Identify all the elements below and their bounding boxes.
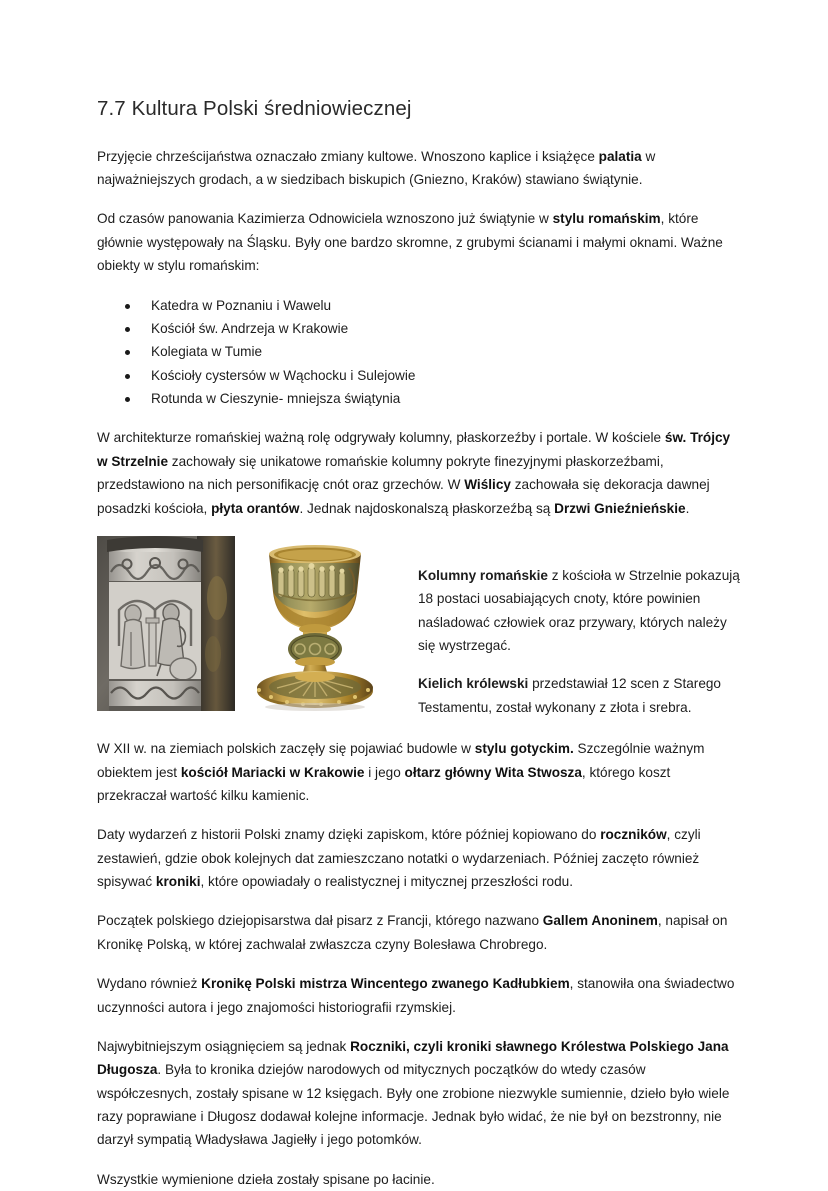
caption-chalice-lead: Kielich królewski bbox=[418, 676, 529, 692]
paragraph-gall bbox=[97, 909, 740, 956]
emphasis-romanesque-style: stylu romańskim bbox=[552, 211, 661, 227]
text-run: i jego bbox=[364, 764, 405, 780]
text-run: , napisał on Kronikę Polską, w której zachwalał zwłaszcza czyny Bolesława Chrobrego. bbox=[97, 913, 728, 952]
text-run: . Była to kronika dziejów narodowych od mitycznych początków do wtedy czasów współczesnych, zostały spisane w 12 księgach. Były one zrobione niezwykle sumiennie, dzieło było wiele razy poprawiane i Długosz dodawał kolejne informacje. Jednak było widać, że nie był on bezstronny, nie darzył sympatią Władysława Jagiełły i jego potomków. bbox=[97, 1062, 730, 1148]
emphasis-dlugosz: Roczniki, czyli kroniki sławnego Królestwa Polskiego Jana Długosza bbox=[97, 1038, 729, 1078]
caption-columns bbox=[418, 564, 740, 658]
text-run: Przyjęcie chrześcijaństwa oznaczało zmiany kultowe. Wnoszono kaplice i książęce bbox=[97, 148, 599, 164]
text-run: , którego koszt przekraczał wartość kilku kamienic. bbox=[97, 764, 671, 803]
text-run: W XII w. na ziemiach polskich zaczęły się pojawiać budowle w bbox=[97, 741, 475, 757]
figure-row bbox=[97, 536, 740, 719]
emphasis-palatia: palatia bbox=[598, 148, 642, 164]
text-run: z kościoła w Strzelnie pokazują 18 postaci uosabiających cnoty, które powinien naśladować człowiek oraz przywary, których należy się wystrzegać. bbox=[418, 567, 740, 654]
paragraph-romanesque bbox=[97, 207, 740, 277]
text-run: , które opowiadały o realistycznej i mitycznej przeszłości rodu. bbox=[200, 874, 573, 890]
emphasis-gothic-style: stylu gotyckim. bbox=[474, 741, 574, 757]
figure-captions bbox=[418, 536, 740, 719]
emphasis-roczniki: roczników bbox=[600, 827, 667, 843]
romanesque-column-relief-photo bbox=[97, 536, 235, 711]
paragraph-annals bbox=[97, 823, 740, 893]
emphasis-plyta-orantow: płyta orantów bbox=[211, 500, 300, 516]
emphasis-kroniki: kroniki bbox=[155, 874, 201, 890]
royal-chalice-photo bbox=[241, 536, 389, 716]
paragraph-kadlubek bbox=[97, 972, 740, 1019]
emphasis-mariacki: kościół Mariacki w Krakowie bbox=[180, 764, 365, 780]
paragraph-intro bbox=[97, 145, 740, 192]
emphasis-strzelno: św. Trójcy w Strzelnie bbox=[97, 430, 731, 469]
text-run: Wydano również bbox=[97, 976, 202, 992]
text-run: Od czasów panowania Kazimierza Odnowiciela wznoszono już świątynie w bbox=[97, 211, 553, 227]
text-run: . Jednak najdoskonalszą płaskorzeźbą są bbox=[299, 500, 555, 516]
text-run: Początek polskiego dziejopisarstwa dał pisarz z Francji, którego nazwano bbox=[97, 913, 543, 929]
emphasis-wislica: Wiślicy bbox=[464, 477, 511, 493]
text-run: Szczególnie ważnym obiektem jest bbox=[97, 741, 705, 780]
text-run: zachowała się dekoracja dawnej posadzki kościoła, bbox=[97, 477, 710, 516]
emphasis-gall-anonim: Gallem Anoninem bbox=[542, 913, 658, 929]
list-item: Kościół św. Andrzeja w Krakowie bbox=[97, 317, 740, 340]
text-run: w najważniejszych grodach, a w siedzibach biskupich (Gniezno, Kraków) stawiano świątynie. bbox=[97, 148, 656, 188]
list-item: Kolegiata w Tumie bbox=[97, 340, 740, 363]
emphasis-drzwi-gnieznienskie: Drzwi Gnieźnieńskie bbox=[554, 500, 686, 516]
text-run: przedstawiał 12 scen z Starego Testamentu, został wykonany z złota i srebra. bbox=[418, 676, 721, 715]
list-item: Katedra w Poznaniu i Wawelu bbox=[97, 294, 740, 317]
text-run: zachowały się unikatowe romańskie kolumny pokryte finezyjnymi płaskorzeźbami, przedstawiono na nich personifikację cnót oraz grzechów. W bbox=[97, 453, 664, 493]
text-run: , które głównie występowały na Śląsku. Były one bardzo skromne, z grubymi ścianami i małymi oknami. Ważne obiekty w stylu romańskim: bbox=[97, 211, 723, 274]
romanesque-objects-list bbox=[97, 294, 740, 411]
paragraph-latin: Wszystkie wymienione dzieła zostały spisane po łacinie. bbox=[97, 1171, 435, 1187]
emphasis-kadlubek: Kronikę Polski mistrza Wincentego zwanego Kadłubkiem bbox=[201, 976, 570, 992]
paragraph-dlugosz bbox=[97, 1035, 740, 1152]
text-run: , stanowiła ona świadectwo uczynności autora i jego znajomości historiografii rzymskiej. bbox=[97, 976, 735, 1015]
text-run: . bbox=[685, 500, 690, 516]
text-run: Najwybitniejszym osiągnięciem są jednak bbox=[97, 1038, 351, 1054]
text-run: Daty wydarzeń z historii Polski znamy dzięki zapiskom, które później kopiowano do bbox=[97, 827, 601, 843]
caption-columns-lead: Kolumny romańskie bbox=[418, 567, 548, 583]
text-run: W architekturze romańskiej ważną rolę odgrywały kolumny, płaskorzeźby i portale. W kościele bbox=[97, 430, 665, 446]
list-item: Rotunda w Cieszynie- mniejsza świątynia bbox=[97, 387, 740, 410]
paragraph-architecture bbox=[97, 426, 740, 520]
page-title: 7.7 Kultura Polski średniowiecznej bbox=[97, 97, 412, 120]
text-run: , czyli zestawień, gdzie obok kolejnych dat zamieszczano notatki o wydarzeniach. Później zaczęto również spisywać bbox=[97, 827, 701, 890]
list-item: Kościoły cystersów w Wąchocku i Sulejowie bbox=[97, 364, 740, 387]
paragraph-gothic bbox=[97, 737, 740, 807]
caption-chalice bbox=[418, 672, 740, 719]
emphasis-stwosz-altar: ołtarz główny Wita Stwosza bbox=[404, 764, 582, 780]
